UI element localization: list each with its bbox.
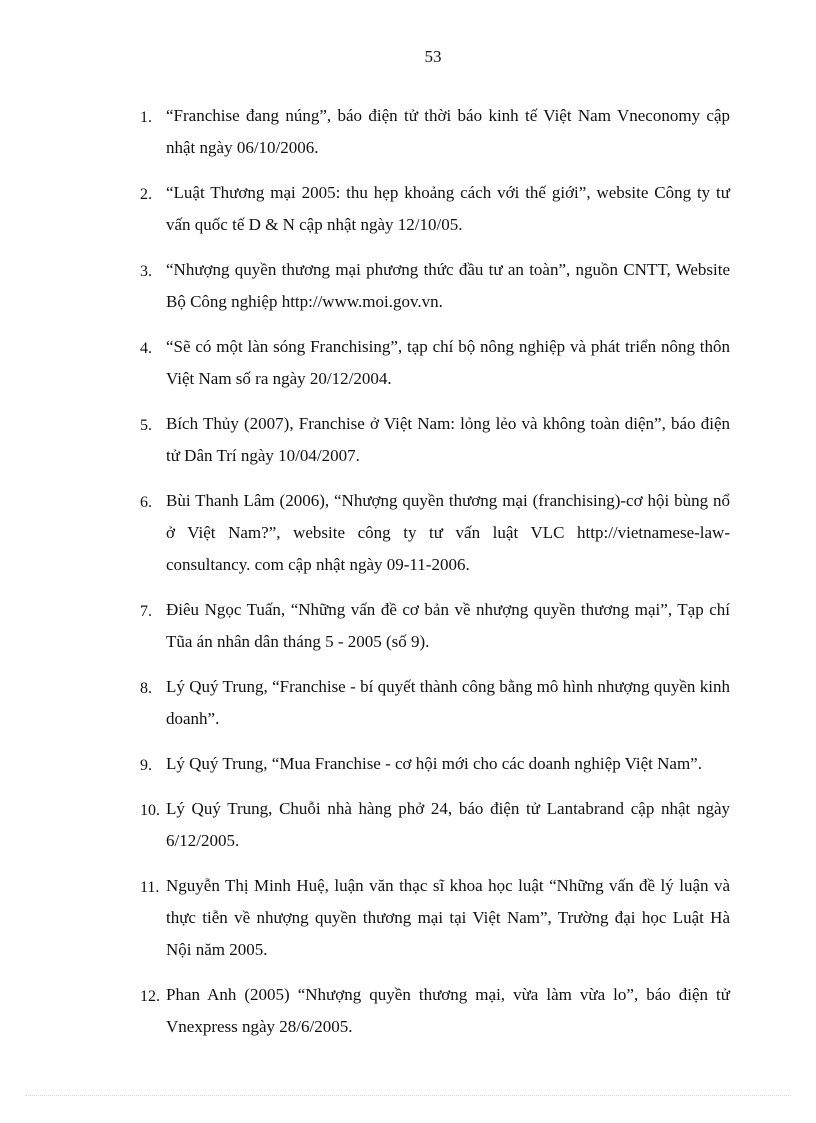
reference-number: 8.	[140, 680, 152, 697]
reference-text: Lý Quý Trung, “Mua Franchise - cơ hội mới cho các doanh nghiệp Việt Nam”.	[166, 754, 702, 773]
reference-text: “Sẽ có một làn sóng Franchising”, tạp chí bộ nông nghiệp và phát triển nông thôn Việt Nam số ra ngày 20/12/2004.	[166, 337, 730, 388]
reference-number: 1.	[140, 109, 152, 126]
reference-number: 7.	[140, 603, 152, 620]
reference-item	[140, 100, 730, 164]
reference-number: 11.	[140, 879, 160, 896]
page-number: 53	[424, 47, 442, 66]
reference-text: Điêu Ngọc Tuấn, “Những vấn đề cơ bản về nhượng quyền thương mại”, Tạp chí Tũa án nhân dân tháng 5 - 2005 (số 9).	[166, 600, 730, 651]
reference-item	[140, 671, 730, 735]
reference-item	[140, 979, 730, 1043]
reference-item	[140, 793, 730, 857]
reference-number: 12.	[140, 988, 160, 1005]
reference-text: “Luật Thương mại 2005: thu hẹp khoảng cách với thế giới”, website Công ty tư vấn quốc tế D & N cập nhật ngày 12/10/05.	[166, 183, 730, 234]
reference-item	[140, 594, 730, 658]
reference-number: 3.	[140, 263, 152, 280]
reference-text: Lý Quý Trung, “Franchise - bí quyết thành công bằng mô hình nhượng quyền kinh doanh”.	[166, 677, 730, 728]
reference-item	[140, 408, 730, 472]
reference-number: 6.	[140, 494, 152, 511]
reference-number: 10.	[140, 802, 160, 819]
reference-number: 2.	[140, 186, 152, 203]
reference-list	[140, 100, 730, 1056]
reference-text: Nguyễn Thị Minh Huệ, luận văn thạc sĩ khoa học luật “Những vấn đề lý luận và thực tiễn về nhượng quyền thương mại tại Việt Nam”, Trường đại học Luật Hà Nội năm 2005.	[166, 876, 730, 959]
reference-text: Lý Quý Trung, Chuỗi nhà hàng phở 24, báo điện tử Lantabrand cập nhật ngày 6/12/2005.	[166, 799, 730, 850]
reference-text: “Nhượng quyền thương mại phương thức đầu tư an toàn”, nguồn CNTT, Website Bộ Công nghiệp http://www.moi.gov.vn.	[166, 260, 730, 311]
reference-item	[140, 870, 730, 966]
reference-number: 4.	[140, 340, 152, 357]
reference-number: 5.	[140, 417, 152, 434]
reference-text: Bùi Thanh Lâm (2006), “Nhượng quyền thương mại (franchising)-cơ hội bùng nổ ở Việt Nam?”, website công ty tư vấn luật VLC http://vietnamese-law-consultancy. com cập nhật ngày 09-11-2006.	[166, 491, 730, 574]
footer-divider	[25, 1095, 791, 1096]
reference-text: Phan Anh (2005) “Nhượng quyền thương mại, vừa làm vừa lo”, báo điện tử Vnexpress ngày 28/6/2005.	[166, 985, 730, 1036]
reference-item	[140, 748, 730, 780]
reference-item	[140, 177, 730, 241]
reference-number: 9.	[140, 757, 152, 774]
reference-text: “Franchise đang núng”, báo điện tử thời báo kinh tế Việt Nam Vneconomy cập nhật ngày 06/10/2006.	[166, 106, 730, 157]
reference-item	[140, 485, 730, 581]
reference-item	[140, 254, 730, 318]
reference-text: Bích Thủy (2007), Franchise ở Việt Nam: lỏng lẻo và không toàn diện”, báo điện tử Dân Trí ngày 10/04/2007.	[166, 414, 730, 465]
reference-item	[140, 331, 730, 395]
